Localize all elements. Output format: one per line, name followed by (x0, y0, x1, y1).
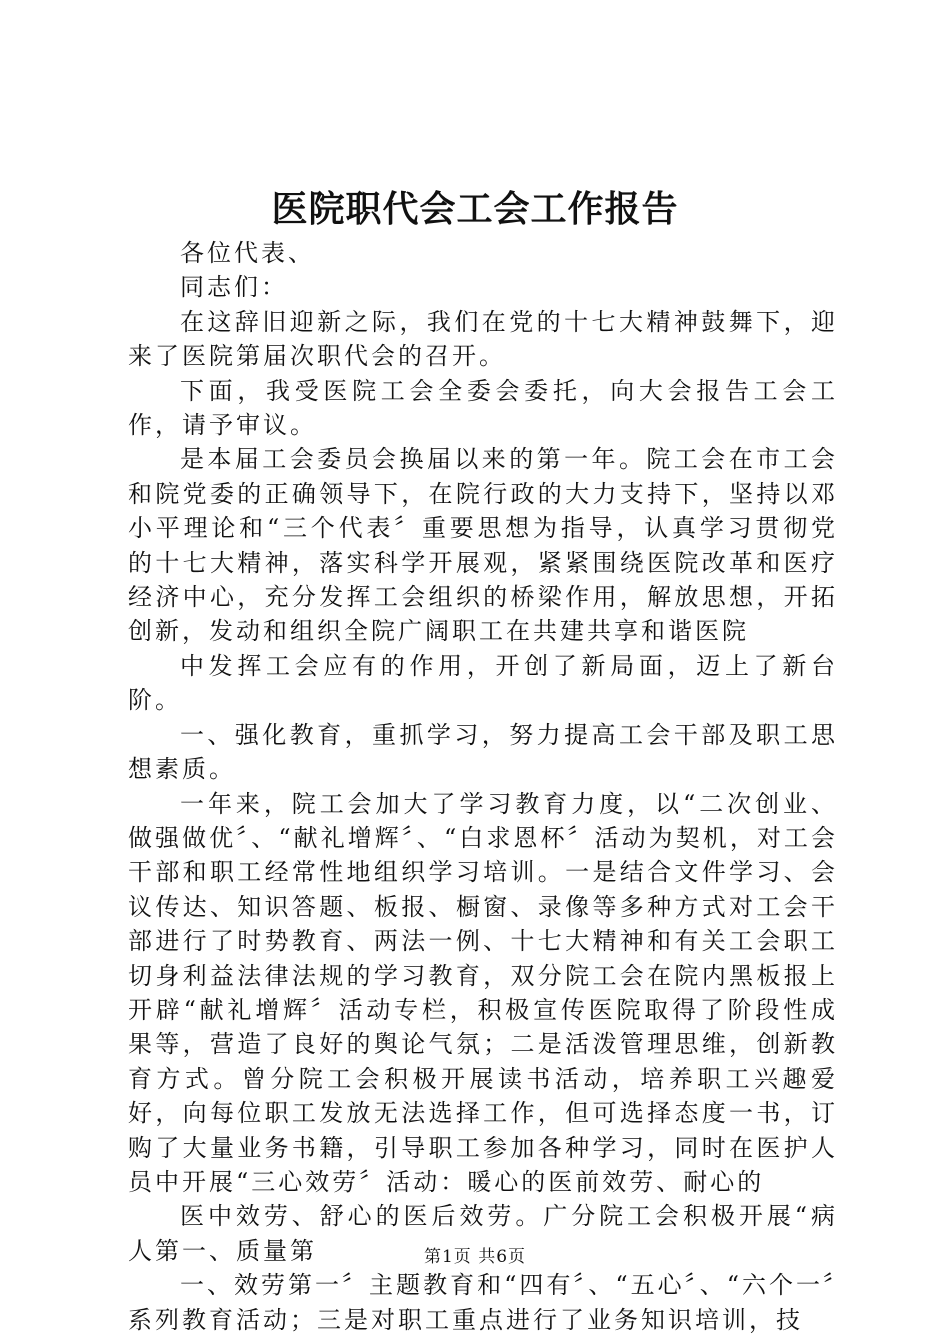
document-body (128, 236, 838, 1337)
paragraph: 一年来，院工会加大了学习教育力度，以“二次创业、做强做优〞、“献礼增辉〞、“白求恩杯〞活动为契机，对工会干部和职工经常性地组织学习培训。一是结合文件学习、会议传达、知识答题、板报、橱窗、录像等多种方式对工会干部进行了时势教育、两法一例、十七大精神和有关工会职工切身利益法律法规的学习教育，双分院工会在院内黑板报上开辟“献礼增辉〞活动专栏，积极宣传医院取得了阶段性成果等，营造了良好的舆论气氛；二是活泼管理思维，创新教育方式。曾分院工会积极开展读书活动，培养职工兴趣爱好，向每位职工发放无法选择工作，但可选择态度一书，订购了大量业务书籍，引导职工参加各种学习，同时在医护人员中开展“三心效劳〞活动：暖心的医前效劳、耐心的 (128, 789, 838, 1196)
page-footer: 第1页 共6页 (423, 1247, 527, 1267)
paragraph: 是本届工会委员会换届以来的第一年。院工会在市工会和院党委的正确领导下，在院行政的大力支持下，坚持以邓小平理论和“三个代表〞重要思想为指导，认真学习贯彻党的十七大精神，落实科学开展观，紧紧围绕医院改革和医疗经济中心，充分发挥工会组织的桥梁作用，解放思想，开拓创新，发动和组织全院广阔职工在共建共享和谐医院 (128, 445, 838, 646)
paragraph: 一、效劳第一〞主题教育和“四有〞、“五心〞、“六个一〞系列教育活动；三是对职工重点进行了业务知识培训，技 (128, 1271, 838, 1334)
paragraph: 在这辞旧迎新之际，我们在党的十七大精神鼓舞下，迎来了医院第届次职代会的召开。 (128, 307, 838, 371)
section-heading: 一、强化教育，重抓学习，努力提高工会干部及职工思想素质。 (128, 720, 838, 784)
paragraph: 下面，我受医院工会全委会委托，向大会报告工会工作，请予审议。 (128, 376, 838, 440)
document-title: 医院职代会工会工作报告 (271, 188, 679, 230)
paragraph: 中发挥工会应有的作用，开创了新局面，迈上了新台阶。 (128, 651, 838, 715)
paragraph-salutation-1: 各位代表、 (180, 239, 315, 267)
paragraph-salutation-2: 同志们： (180, 273, 288, 302)
paragraph: 医中效劳、舒心的医后效劳。广分院工会积极开展“病人第一、质量第 (128, 1202, 838, 1265)
